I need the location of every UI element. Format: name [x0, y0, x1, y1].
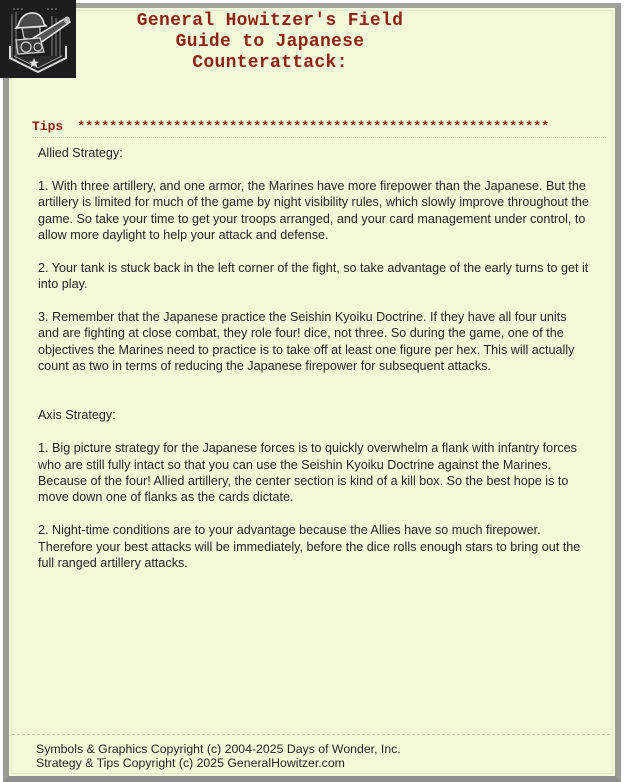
allied-strategy-heading: Allied Strategy:	[38, 146, 123, 160]
tips-content	[38, 145, 590, 588]
title-line: General Howitzer's Field	[136, 11, 404, 31]
tips-star-rule: ***********************************************************	[77, 119, 550, 134]
allied-tip: 2. Your tank is stuck back in the left corner of the fight, so take advantage of the early turns to get it into play.	[38, 260, 589, 292]
title-line: Counterattack:	[192, 53, 348, 73]
copyright-strategy: Strategy & Tips Copyright (c) 2025 GeneralHowitzer.com	[36, 756, 345, 770]
allied-tip: 1. With three artillery, and one armor, the Marines have more firepower than the Japanese. But the artillery is limited for much of the game by night visibility rules, which slowly improve throughout the game. So take your time to get your troops arranged, and your card management under control, to allow more daylight to help your attack and defense.	[38, 178, 589, 243]
howitzer-soldier-badge-icon	[0, 0, 76, 78]
tips-label: Tips	[32, 119, 64, 134]
copyright-graphics: Symbols & Graphics Copyright (c) 2004-2025 Days of Wonder, Inc.	[36, 742, 401, 756]
tips-section-header	[32, 119, 606, 138]
axis-tip: 2. Night-time conditions are to your advantage because the Allies have so much firepower. Therefore your best attacks will be immediately, before the dice rolls enough stars to bring out the full ranged artillery attacks.	[38, 523, 581, 571]
section-spacer	[38, 391, 590, 407]
allied-tip: 3. Remember that the Japanese practice the Seishin Kyoiku Doctrine. If they have all four units and are fighting at close combat, they role four! dice, not three. So during the game, one of the objectives the Marines need to practice is to take off at least one figure per hex. This will actually count as two in terms of reducing the Japanese firepower for subsequent attacks.	[38, 310, 575, 374]
title-line: Guide to Japanese	[175, 32, 365, 52]
axis-strategy-heading: Axis Strategy:	[38, 408, 116, 423]
footer-divider	[12, 734, 610, 735]
footer	[36, 742, 401, 770]
axis-tip: 1. Big picture strategy for the Japanese forces is to quickly overwhelm a flank with infantry forces who are still fully intact so that you can use the Seishin Kyoiku Doctrine against the Marines. Because of the four! Allied artillery, the center section is kind of a kill box. So the best hope is to move down one of flanks as the cards dictate.	[38, 441, 577, 505]
page-title	[90, 11, 450, 74]
